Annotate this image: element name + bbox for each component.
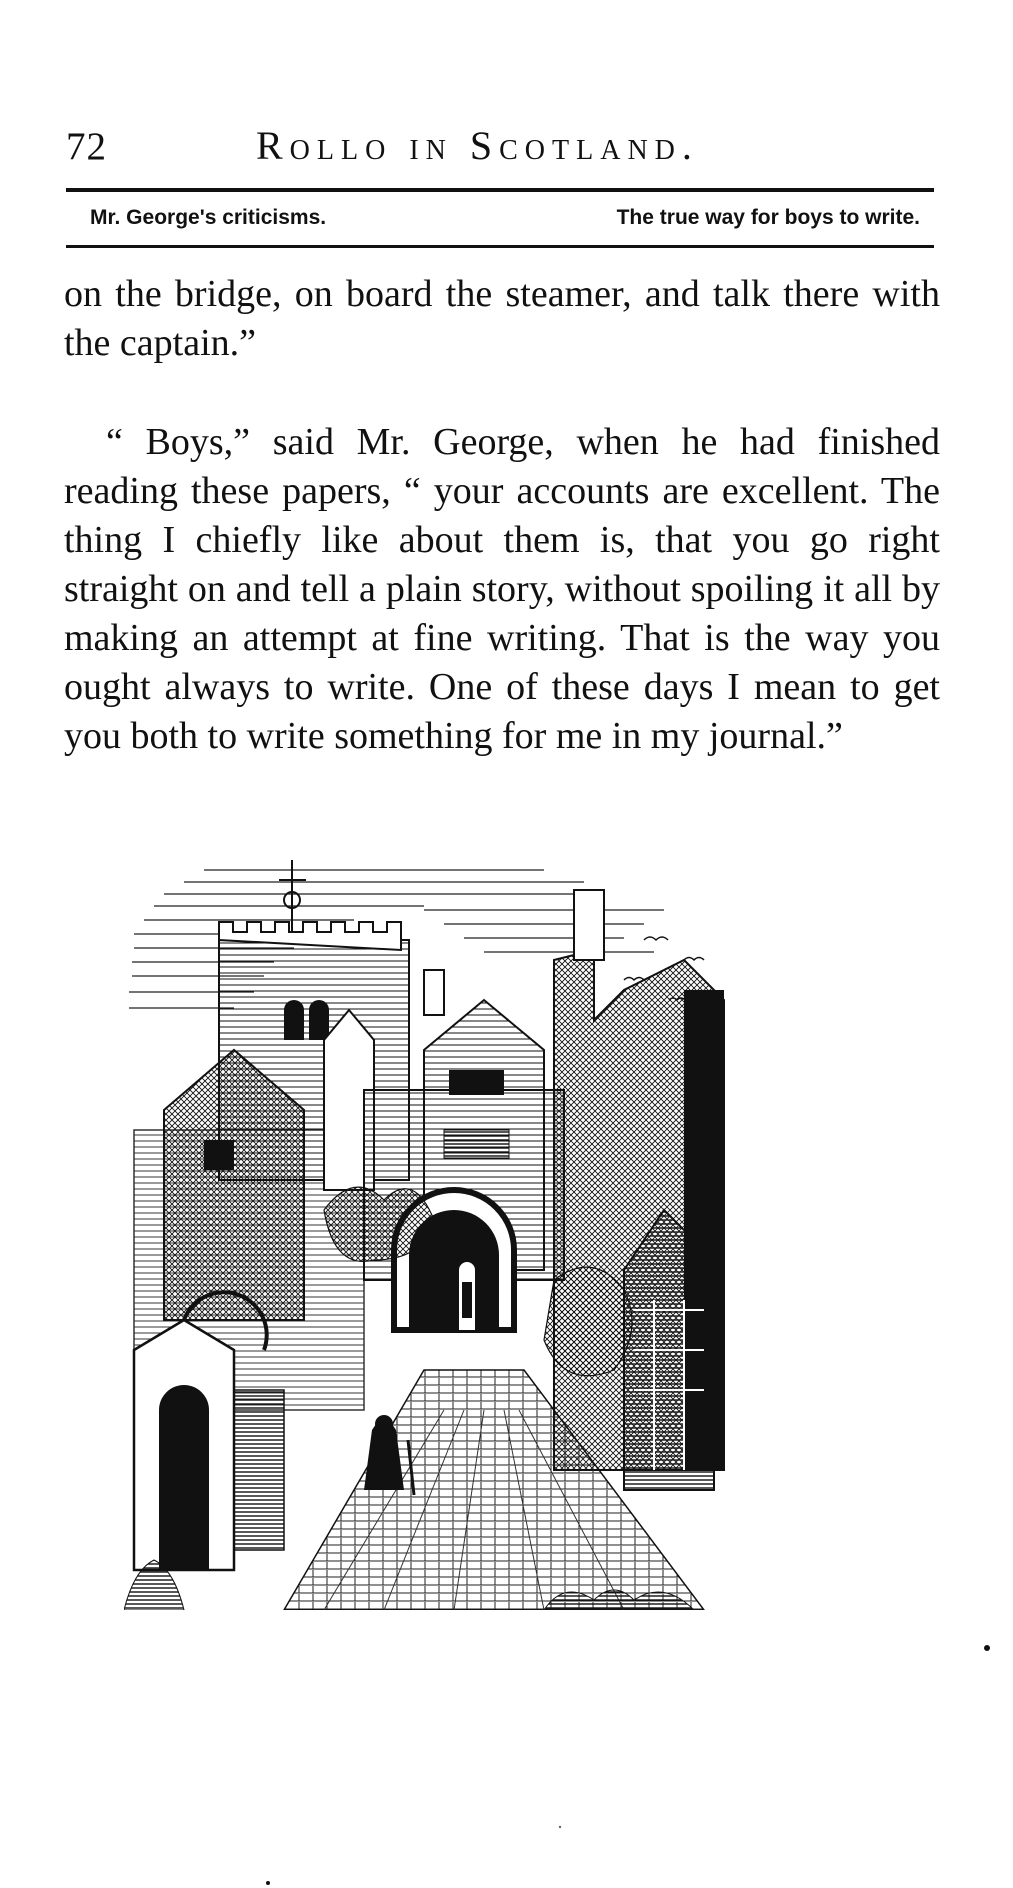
page-header: [66, 118, 932, 170]
subhead-right: The true way for boys to write.: [616, 206, 920, 229]
timber-house: [624, 1210, 714, 1490]
subhead-left: Mr. George's criticisms.: [90, 206, 327, 229]
paragraph-mr-george: “ Boys,” said Mr. George, when he had finished reading these papers, “ your accounts are excellent. The thing I chiefly like about them is, that you go right straight on and tell a plain story, without spoiling it all by making an attempt at fine writing. That is the way you ought always to write. One of these days I mean to get you both to write something for me in my journal.”: [64, 421, 940, 757]
header-rule-top: [66, 188, 934, 192]
running-title: Rollo in Scotland.: [256, 123, 699, 168]
paragraph-continuation: on the bridge, on board the steamer, and talk there with the captain.”: [64, 273, 940, 364]
header-rule-bottom: [66, 245, 934, 248]
page-number: 72: [66, 125, 107, 168]
engraving-illustration: [124, 850, 864, 1610]
